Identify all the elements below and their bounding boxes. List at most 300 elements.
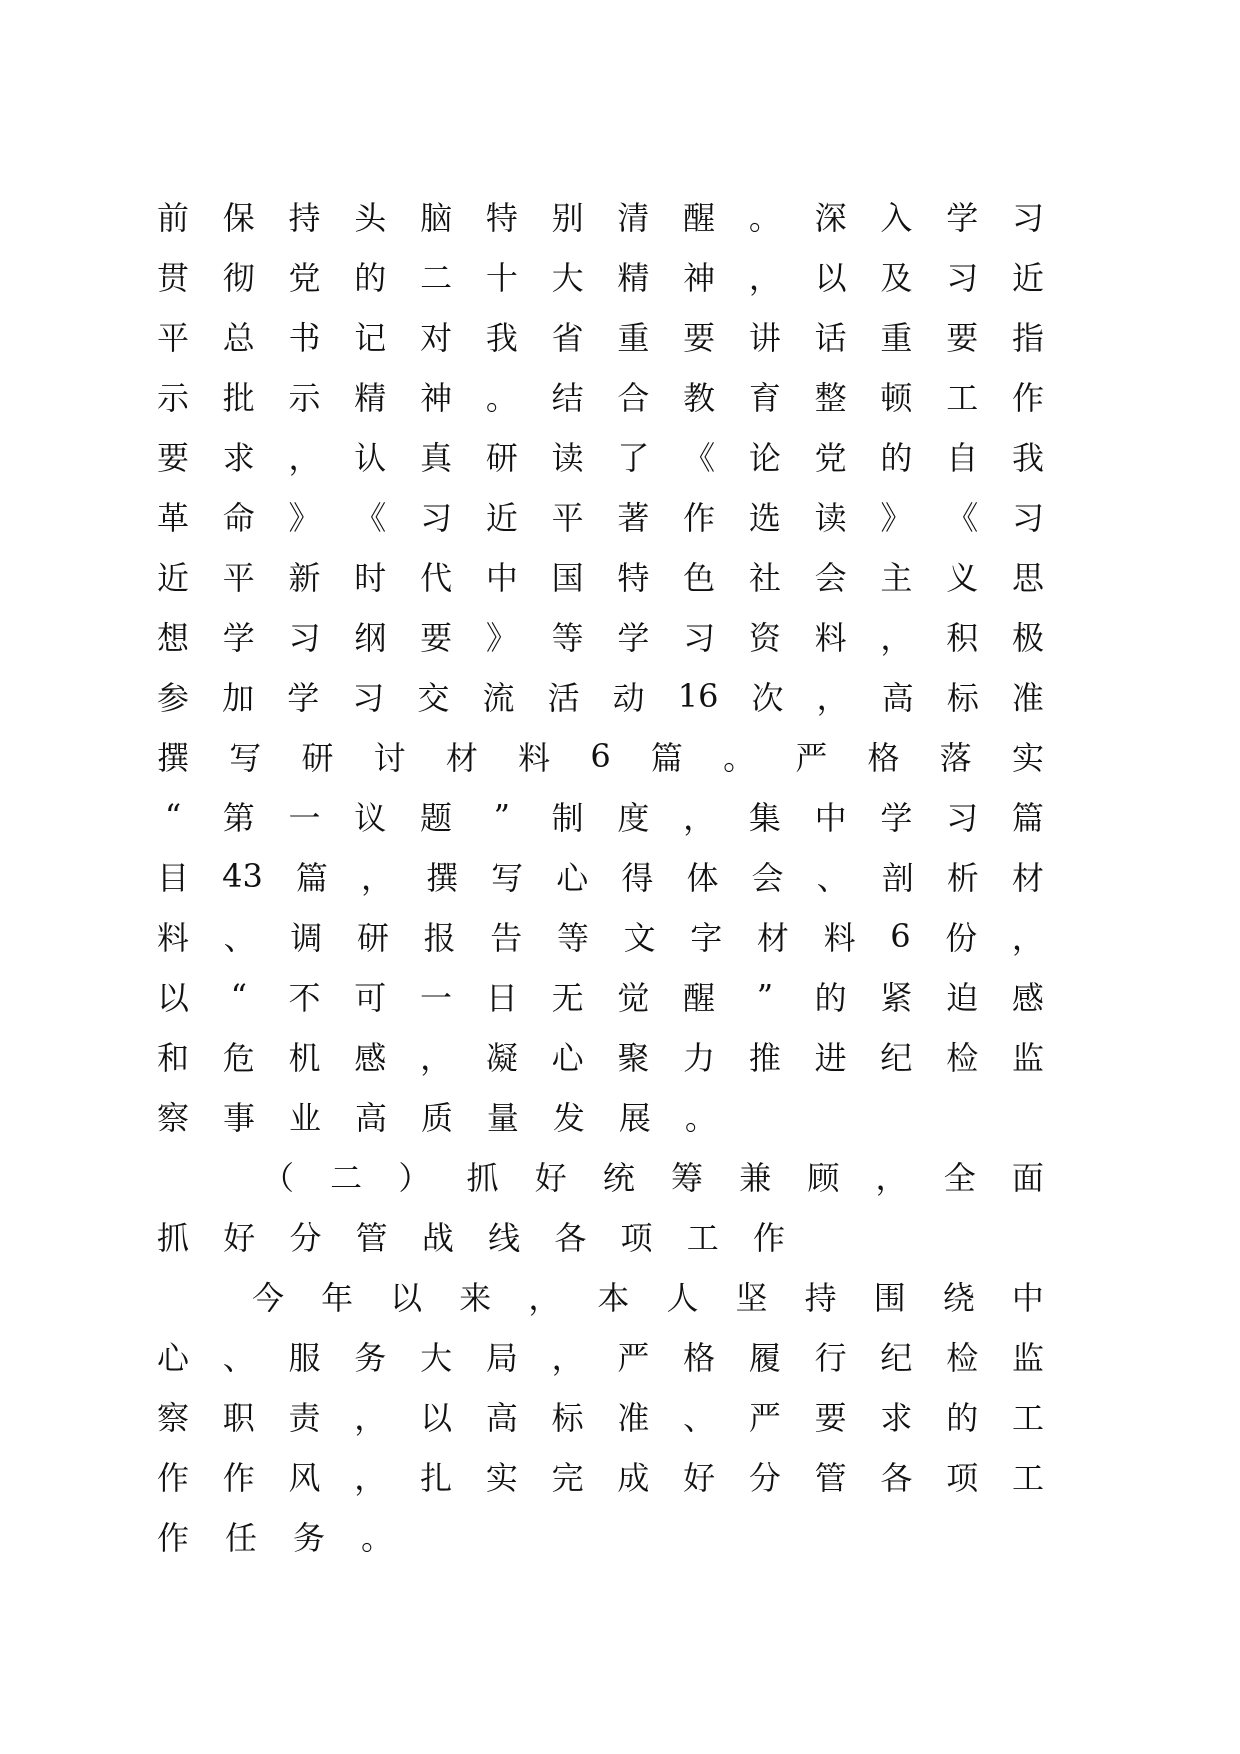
text-glyph: 心 [157, 1339, 190, 1377]
text-glyph: 工 [686, 1219, 719, 1257]
text-glyph: 准 [617, 1399, 650, 1437]
text-glyph: 会 [751, 859, 784, 897]
text-glyph: 监 [1011, 1039, 1044, 1077]
text-glyph: 抓 [466, 1159, 499, 1197]
text-glyph: 严 [795, 739, 828, 777]
text-glyph: 得 [621, 859, 654, 897]
text-glyph: 筹 [671, 1159, 704, 1197]
text-glyph: 习 [420, 499, 453, 537]
text-line [157, 186, 1044, 246]
text-glyph: ， [288, 439, 321, 477]
text-glyph: 整 [814, 379, 847, 417]
text-glyph: 。 [723, 739, 756, 777]
text-glyph: 精 [617, 259, 650, 297]
text-glyph: 材 [1011, 859, 1044, 897]
text-glyph: 次 [751, 679, 784, 717]
text-glyph: 检 [946, 1039, 979, 1077]
text-glyph: 报 [423, 919, 456, 957]
text-glyph: 以 [390, 1279, 423, 1317]
text-glyph: 学 [222, 619, 255, 657]
text-glyph: 学 [946, 199, 979, 237]
text-glyph: 求 [880, 1399, 913, 1437]
text-glyph: 份 [945, 919, 978, 957]
text-glyph: 履 [748, 1339, 781, 1377]
text-glyph: 高 [354, 1099, 387, 1137]
text-glyph: 顾 [807, 1159, 840, 1197]
text-line [157, 306, 1044, 366]
paragraph-first-line [252, 1266, 1044, 1326]
text-glyph: 大 [551, 259, 584, 297]
text-line [157, 666, 1044, 726]
text-glyph: 参 [157, 679, 190, 717]
text-glyph: 告 [490, 919, 523, 957]
text-glyph: 无 [551, 979, 584, 1017]
text-glyph: 命 [222, 499, 255, 537]
text-line [157, 1326, 1044, 1386]
text-glyph: 工 [946, 379, 979, 417]
text-glyph: 》 [288, 499, 321, 537]
text-glyph: 本 [597, 1279, 630, 1317]
text-glyph: ， [683, 799, 716, 837]
text-glyph: 要 [420, 619, 453, 657]
text-glyph: （ [262, 1159, 295, 1197]
text-glyph: 严 [617, 1339, 650, 1377]
text-glyph: 准 [1011, 679, 1044, 717]
text-glyph: 人 [666, 1279, 699, 1317]
text-glyph: ， [528, 1279, 561, 1317]
text-line [157, 1026, 1044, 1086]
text-glyph: 管 [355, 1219, 388, 1257]
text-glyph: 实 [1011, 739, 1044, 777]
text-glyph: 撰 [157, 739, 190, 777]
text-line [157, 486, 1044, 546]
text-glyph: 话 [814, 319, 847, 357]
text-line [157, 966, 1044, 1026]
text-line [157, 606, 1044, 666]
text-glyph: 要 [946, 319, 979, 357]
text-glyph: 。 [684, 1099, 717, 1137]
text-glyph: 线 [488, 1219, 521, 1257]
text-glyph: 机 [288, 1039, 321, 1077]
text-glyph: 制 [551, 799, 584, 837]
text-glyph: 示 [157, 379, 190, 417]
text-glyph: 行 [814, 1339, 847, 1377]
text-glyph: 特 [485, 199, 518, 237]
text-glyph: 战 [421, 1219, 454, 1257]
text-glyph: 、 [816, 859, 849, 897]
text-glyph: 管 [814, 1459, 847, 1497]
text-glyph: 统 [602, 1159, 635, 1197]
text-glyph: 加 [222, 679, 255, 717]
text-glyph: 交 [417, 679, 450, 717]
text-glyph: ） [398, 1159, 431, 1197]
text-glyph: 各 [554, 1219, 587, 1257]
text-glyph: 进 [814, 1039, 847, 1077]
text-glyph: 集 [748, 799, 781, 837]
text-line [157, 426, 1044, 486]
text-glyph: 危 [222, 1039, 255, 1077]
text-glyph: 积 [946, 619, 979, 657]
text-glyph: 作 [157, 1459, 190, 1497]
text-line [157, 246, 1044, 306]
text-glyph: 十 [485, 259, 518, 297]
text-glyph: 16 [677, 677, 719, 715]
text-glyph: 真 [420, 439, 453, 477]
text-glyph: ， [551, 1339, 584, 1377]
text-line [157, 726, 1044, 786]
text-glyph: 项 [946, 1459, 979, 1497]
text-glyph: 《 [354, 499, 387, 537]
text-glyph: 好 [223, 1219, 256, 1257]
text-glyph: 研 [356, 919, 389, 957]
text-glyph: 持 [804, 1279, 837, 1317]
text-glyph: 、 [223, 919, 256, 957]
text-glyph: 展 [618, 1099, 651, 1137]
text-glyph: ， [748, 259, 781, 297]
text-glyph: 各 [880, 1459, 913, 1497]
text-glyph: 篇 [1011, 799, 1044, 837]
text-glyph: 纪 [880, 1039, 913, 1077]
text-glyph: 剖 [881, 859, 914, 897]
text-glyph: 撰 [426, 859, 459, 897]
text-glyph: 革 [157, 499, 190, 537]
text-glyph: 脑 [420, 199, 453, 237]
text-glyph: 作 [683, 499, 716, 537]
text-glyph: 工 [1011, 1459, 1044, 1497]
text-glyph: 深 [814, 199, 847, 237]
text-glyph: 会 [814, 559, 847, 597]
text-glyph: 发 [552, 1099, 585, 1137]
text-glyph: 高 [485, 1399, 518, 1437]
text-glyph: 要 [683, 319, 716, 357]
text-glyph: 彻 [222, 259, 255, 297]
text-glyph: 代 [420, 559, 453, 597]
text-glyph: 讲 [748, 319, 781, 357]
text-glyph: 析 [946, 859, 979, 897]
text-glyph: 求 [222, 439, 255, 477]
text-glyph: 示 [288, 379, 321, 417]
text-glyph: 主 [880, 559, 913, 597]
text-glyph: 扎 [420, 1459, 453, 1497]
text-glyph: 新 [288, 559, 321, 597]
text-glyph: 落 [939, 739, 972, 777]
text-glyph: 对 [420, 319, 453, 357]
text-glyph: 文 [623, 919, 656, 957]
text-line [157, 1446, 1044, 1506]
text-glyph: 可 [354, 979, 387, 1017]
text-glyph: 前 [157, 199, 190, 237]
text-glyph: 重 [617, 319, 650, 357]
text-glyph: 》 [880, 499, 913, 537]
text-glyph: 迫 [946, 979, 979, 1017]
text-glyph: 务 [354, 1339, 387, 1377]
text-glyph: 的 [814, 979, 847, 1017]
section-heading-continued [157, 1206, 785, 1266]
text-glyph: 活 [547, 679, 580, 717]
text-glyph: 党 [288, 259, 321, 297]
text-glyph: 习 [1011, 499, 1044, 537]
text-glyph: 格 [683, 1339, 716, 1377]
text-glyph: 。 [485, 379, 518, 417]
text-glyph: ， [354, 1459, 387, 1497]
text-glyph: 时 [354, 559, 387, 597]
text-glyph: 题 [420, 799, 453, 837]
text-glyph: 以 [420, 1399, 453, 1437]
text-glyph: 料 [157, 919, 190, 957]
text-glyph: 色 [683, 559, 716, 597]
text-glyph: 篇 [295, 859, 328, 897]
text-glyph: 习 [352, 679, 385, 717]
text-glyph: ， [420, 1039, 453, 1077]
text-glyph: 顿 [880, 379, 913, 417]
text-glyph: 。 [360, 1519, 393, 1557]
text-glyph: 日 [485, 979, 518, 1017]
text-glyph: 省 [551, 319, 584, 357]
text-glyph: 目 [157, 859, 190, 897]
text-glyph: 、 [222, 1339, 255, 1377]
text-glyph: 度 [617, 799, 650, 837]
text-glyph: 材 [445, 739, 478, 777]
text-glyph: 项 [620, 1219, 653, 1257]
text-glyph: 标 [946, 679, 979, 717]
text-line [157, 1506, 393, 1566]
text-glyph: 神 [420, 379, 453, 417]
text-glyph: 习 [946, 259, 979, 297]
text-glyph: 好 [534, 1159, 567, 1197]
text-glyph: 议 [354, 799, 387, 837]
text-glyph: 近 [485, 499, 518, 537]
text-glyph: 调 [290, 919, 323, 957]
text-glyph: ， [875, 1159, 908, 1197]
text-glyph: 国 [551, 559, 584, 597]
text-glyph: 风 [288, 1459, 321, 1497]
text-glyph: 结 [551, 379, 584, 417]
text-glyph: 局 [485, 1339, 518, 1377]
text-glyph: 持 [288, 199, 321, 237]
text-glyph: ， [816, 679, 849, 717]
text-glyph: 材 [756, 919, 789, 957]
text-glyph: 工 [1011, 1399, 1044, 1437]
text-glyph: 习 [288, 619, 321, 657]
text-glyph: 特 [617, 559, 650, 597]
text-line [157, 906, 1044, 966]
text-glyph: 凝 [485, 1039, 518, 1077]
text-glyph: 的 [354, 259, 387, 297]
text-glyph: 论 [748, 439, 781, 477]
text-glyph: 《 [946, 499, 979, 537]
text-glyph: 年 [321, 1279, 354, 1317]
text-glyph: 察 [157, 1099, 190, 1137]
text-glyph: 一 [288, 799, 321, 837]
text-line [157, 786, 1044, 846]
text-glyph: 党 [814, 439, 847, 477]
text-glyph: ， [354, 1399, 387, 1437]
text-glyph: 读 [551, 439, 584, 477]
text-glyph: 实 [485, 1459, 518, 1497]
text-glyph: 篇 [650, 739, 683, 777]
section-heading [262, 1146, 1044, 1206]
text-glyph: 字 [690, 919, 723, 957]
text-glyph: 格 [867, 739, 900, 777]
text-line [157, 546, 1044, 606]
text-glyph: 教 [683, 379, 716, 417]
text-glyph: 学 [880, 799, 913, 837]
text-glyph: 高 [881, 679, 914, 717]
text-glyph: 来 [459, 1279, 492, 1317]
text-line [157, 366, 1044, 426]
text-glyph: 感 [1011, 979, 1044, 1017]
text-glyph: 指 [1011, 319, 1044, 357]
text-glyph: 我 [485, 319, 518, 357]
text-glyph: 43 [222, 857, 263, 895]
text-glyph: 中 [814, 799, 847, 837]
text-glyph: 认 [354, 439, 387, 477]
text-glyph: 我 [1011, 439, 1044, 477]
text-glyph: 二 [330, 1159, 363, 1197]
text-glyph: 别 [551, 199, 584, 237]
text-glyph: 察 [157, 1399, 190, 1437]
text-glyph: 纲 [354, 619, 387, 657]
text-glyph: 严 [748, 1399, 781, 1437]
text-glyph: 成 [617, 1459, 650, 1497]
text-glyph: 以 [157, 979, 190, 1017]
text-glyph: 的 [880, 439, 913, 477]
text-glyph: 动 [612, 679, 645, 717]
text-glyph: 育 [748, 379, 781, 417]
text-glyph: 近 [1011, 259, 1044, 297]
text-glyph: 觉 [617, 979, 650, 1017]
text-glyph: 围 [873, 1279, 906, 1317]
text-glyph: 第 [222, 799, 255, 837]
text-glyph: 心 [556, 859, 589, 897]
text-glyph: 兼 [739, 1159, 772, 1197]
text-glyph: “ [164, 797, 182, 835]
text-glyph: 以 [814, 259, 847, 297]
text-glyph: 一 [420, 979, 453, 1017]
text-line [157, 846, 1044, 906]
text-glyph: 作 [222, 1459, 255, 1497]
text-glyph: 中 [485, 559, 518, 597]
text-glyph: 量 [486, 1099, 519, 1137]
text-glyph: 要 [814, 1399, 847, 1437]
text-glyph: 平 [551, 499, 584, 537]
text-glyph: 职 [222, 1399, 255, 1437]
text-glyph: 讨 [373, 739, 406, 777]
text-glyph: 义 [946, 559, 979, 597]
text-glyph: 。 [748, 199, 781, 237]
text-glyph: 清 [617, 199, 650, 237]
text-glyph: 标 [551, 1399, 584, 1437]
text-glyph: 近 [157, 559, 190, 597]
text-glyph: 思 [1011, 559, 1044, 597]
text-glyph: 习 [1011, 199, 1044, 237]
text-glyph: 料 [814, 619, 847, 657]
text-glyph: 推 [748, 1039, 781, 1077]
text-glyph: 保 [222, 199, 255, 237]
text-glyph: 分 [289, 1219, 322, 1257]
text-glyph: 学 [617, 619, 650, 657]
text-glyph: 聚 [617, 1039, 650, 1077]
text-glyph: 社 [748, 559, 781, 597]
text-glyph: 务 [292, 1519, 325, 1557]
text-glyph: 监 [1011, 1339, 1044, 1377]
text-glyph: 流 [482, 679, 515, 717]
text-glyph: 纪 [880, 1339, 913, 1377]
text-glyph: 写 [491, 859, 524, 897]
text-glyph: 要 [157, 439, 190, 477]
text-glyph: 研 [301, 739, 334, 777]
text-glyph: 心 [551, 1039, 584, 1077]
text-glyph: ， [1011, 919, 1044, 957]
text-glyph: 坚 [735, 1279, 768, 1317]
text-glyph: 料 [518, 739, 551, 777]
text-glyph: ” [756, 977, 774, 1015]
text-glyph: 的 [946, 1399, 979, 1437]
text-glyph: 大 [420, 1339, 453, 1377]
text-glyph: 今 [252, 1279, 285, 1317]
text-glyph: 全 [943, 1159, 976, 1197]
text-glyph: 选 [748, 499, 781, 537]
text-glyph: 等 [556, 919, 589, 957]
text-glyph: ， [880, 619, 913, 657]
text-glyph: 合 [617, 379, 650, 417]
text-glyph: 自 [946, 439, 979, 477]
text-glyph: 及 [880, 259, 913, 297]
text-glyph: 写 [229, 739, 262, 777]
text-glyph: 感 [354, 1039, 387, 1077]
text-line [157, 1086, 717, 1146]
text-glyph: 了 [617, 439, 650, 477]
text-glyph: 业 [288, 1099, 321, 1137]
text-glyph: ” [493, 797, 510, 835]
text-glyph: 不 [288, 979, 321, 1017]
text-glyph: 《 [683, 439, 716, 477]
text-glyph: 作 [1011, 379, 1044, 417]
text-glyph: 》 [485, 619, 518, 657]
text-line [157, 1386, 1044, 1446]
text-glyph: 醒 [683, 199, 716, 237]
text-glyph: 力 [683, 1039, 716, 1077]
text-glyph: 等 [551, 619, 584, 657]
text-glyph: 平 [157, 319, 190, 357]
text-glyph: 重 [880, 319, 913, 357]
text-glyph: 作 [157, 1519, 190, 1557]
text-glyph: 检 [946, 1339, 979, 1377]
text-glyph: 资 [748, 619, 781, 657]
text-glyph: 完 [551, 1459, 584, 1497]
text-glyph: 面 [1011, 1159, 1044, 1197]
text-glyph: 责 [288, 1399, 321, 1437]
text-glyph: 读 [814, 499, 847, 537]
text-glyph: 事 [222, 1099, 255, 1137]
text-glyph: 中 [1011, 1279, 1044, 1317]
text-glyph: 分 [748, 1459, 781, 1497]
text-glyph: 极 [1011, 619, 1044, 657]
text-glyph: 服 [288, 1339, 321, 1377]
text-glyph: 头 [354, 199, 387, 237]
text-glyph: 任 [224, 1519, 257, 1557]
text-glyph: 6 [890, 917, 911, 955]
text-glyph: 、 [683, 1399, 716, 1437]
text-glyph: 习 [946, 799, 979, 837]
text-glyph: 精 [354, 379, 387, 417]
text-glyph: 批 [222, 379, 255, 417]
text-glyph: 书 [288, 319, 321, 357]
text-glyph: 二 [420, 259, 453, 297]
text-glyph: 入 [880, 199, 913, 237]
text-glyph: “ [230, 977, 247, 1015]
text-glyph: 想 [157, 619, 190, 657]
